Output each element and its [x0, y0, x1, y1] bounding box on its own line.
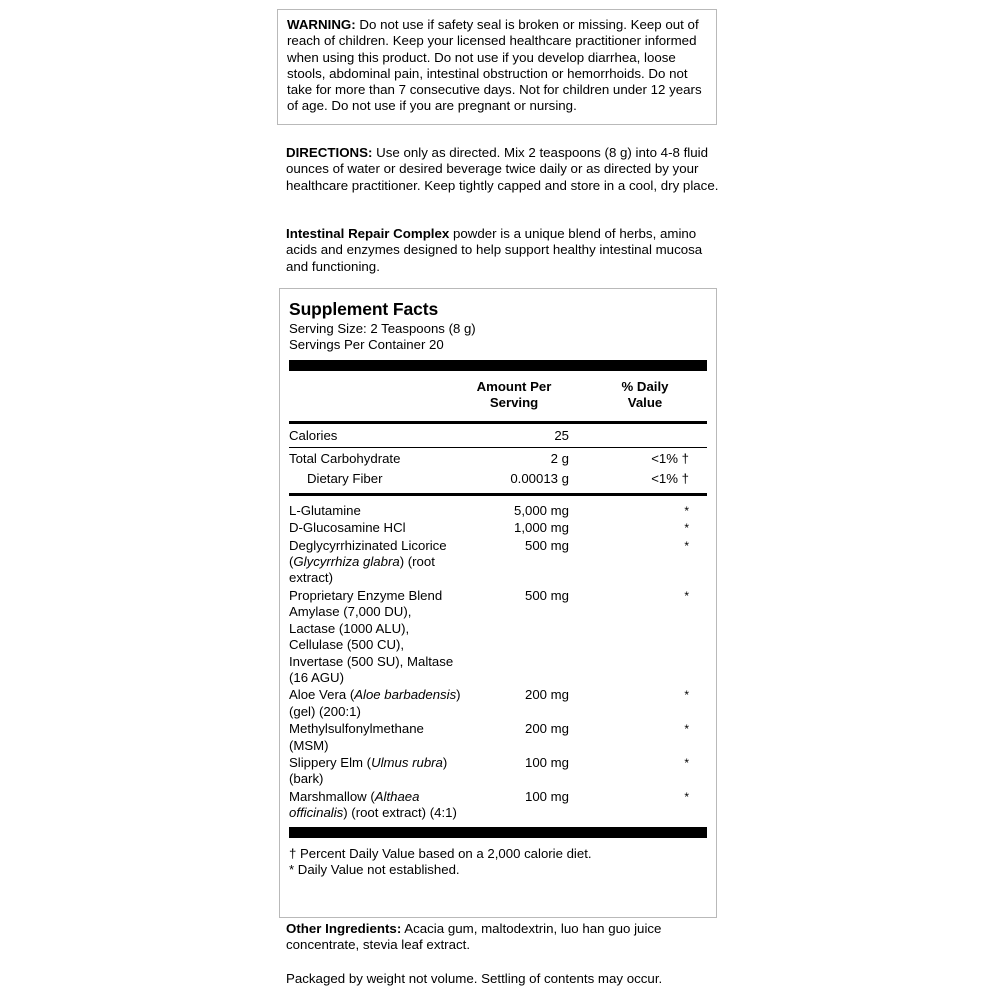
- other-ingredients-block: [286, 921, 722, 954]
- header-daily-value: [589, 379, 707, 412]
- ingredient-name: D-Glucosamine HCl: [289, 520, 406, 536]
- header-amount-line2: Serving: [489, 395, 539, 411]
- header-amount-per-serving: [439, 379, 589, 412]
- other-ingredients-label: Other Ingredients:: [286, 921, 402, 936]
- header-amount-line1: Amount Per: [476, 378, 552, 394]
- ingredient-dv: *: [684, 789, 689, 804]
- nutrient-amount: 0.00013 g: [510, 471, 569, 487]
- calories-row: [289, 424, 707, 447]
- ingredient-name: Methylsulfonylmethane (MSM): [289, 721, 424, 753]
- directions-body: Use only as directed. Mix 2 teaspoons (8 g) into 4-8 fluid ounces of water or desired beverage twice daily or as directed by your healthcare practitioner. Keep tightly capped and store in a cool, dry place.: [286, 145, 719, 193]
- table-row: [289, 721, 707, 755]
- warning-box: [277, 9, 717, 125]
- nutrient-dv: <1% †: [651, 451, 689, 467]
- warning-body: Do not use if safety seal is broken or missing. Keep out of reach of children. Keep your licensed healthcare practitioner informed when using this product. Do not use if you develop diarrhea, loose stools, abdominal pain, intestinal obstruction or hemorrhoids. Do not take for more than 7 consecutive days. Not for children under 12 years of age. Do not use if you are pregnant or nursing.: [287, 17, 702, 114]
- ingredient-name: L-Glutamine: [289, 502, 361, 518]
- nutrient-name: Dietary Fiber: [307, 471, 383, 487]
- ingredient-dv: *: [684, 538, 689, 553]
- ingredient-amount: 500 mg: [525, 537, 569, 553]
- table-row: [289, 468, 707, 488]
- table-row: [289, 448, 707, 468]
- ingredient-amount: 100 mg: [525, 788, 569, 804]
- nutrient-rows: [289, 448, 707, 489]
- ingredient-amount: 5,000 mg: [514, 502, 569, 518]
- nutrient-amount: 2 g: [550, 451, 569, 467]
- footer-separator-bar: [289, 827, 707, 838]
- ingredient-name: Marshmallow (Althaea officinalis) (root extract) (4:1): [289, 788, 457, 821]
- nutrient-name: Total Carbohydrate: [289, 451, 401, 467]
- table-row: [289, 588, 707, 687]
- footnote-dagger: † Percent Daily Value based on a 2,000 calorie diet.: [289, 845, 592, 861]
- ingredient-rows: [289, 496, 707, 823]
- ingredient-dv: *: [684, 755, 689, 770]
- servings-per-container: Servings Per Container 20: [289, 337, 444, 353]
- ingredient-name: Deglycyrrhizinated Licorice (Glycyrrhiza glabra) (root extract): [289, 537, 447, 586]
- product-description: [286, 226, 718, 275]
- nutrient-dv: <1% †: [651, 471, 689, 487]
- other-ingredients-body: Acacia gum, maltodextrin, luo han guo juice concentrate, stevia leaf extract.: [286, 921, 662, 953]
- header-dv-line1: % Daily: [621, 378, 669, 394]
- ingredient-name: Slippery Elm (Ulmus rubra) (bark): [289, 754, 448, 787]
- ingredient-amount: 500 mg: [525, 587, 569, 603]
- table-row: [289, 755, 707, 789]
- ingredient-dv: *: [684, 521, 689, 536]
- ingredient-amount: 200 mg: [525, 687, 569, 703]
- warning-text: [287, 17, 707, 115]
- directions-block: [286, 145, 722, 194]
- table-row: [289, 687, 707, 721]
- packaged-note: Packaged by weight not volume. Settling of contents may occur.: [286, 971, 663, 986]
- ingredient-name: Aloe Vera (Aloe barbadensis) (gel) (200:1): [289, 687, 461, 719]
- footnotes: [289, 838, 707, 879]
- ingredient-dv: *: [684, 503, 689, 518]
- serving-size: Serving Size: 2 Teaspoons (8 g): [289, 321, 476, 336]
- header-separator-bar: [289, 360, 707, 371]
- ingredient-dv: *: [684, 588, 689, 603]
- product-description-body: powder is a unique blend of herbs, amino acids and enzymes designed to help support healthy intestinal mucosa and functioning.: [286, 226, 703, 274]
- table-row: [289, 538, 707, 588]
- ingredient-amount: 1,000 mg: [514, 520, 569, 536]
- supplement-facts-title: Supplement Facts: [289, 299, 439, 319]
- supplement-facts-panel: [279, 288, 717, 918]
- calories-amount: 25: [554, 427, 569, 443]
- header-spacer: [289, 379, 439, 412]
- warning-label: WARNING:: [287, 17, 356, 32]
- ingredient-dv: *: [684, 688, 689, 703]
- table-row: [289, 520, 707, 537]
- ingredient-name: Proprietary Enzyme Blend Amylase (7,000 DU), Lactase (1000 ALU), Cellulase (500 CU), Invertase (500 SU), Maltase (16 AGU): [289, 587, 454, 685]
- calories-label: Calories: [289, 427, 338, 443]
- product-name: Intestinal Repair Complex: [286, 226, 450, 241]
- footnote-asterisk: * Daily Value not established.: [289, 861, 460, 877]
- header-dv-line2: Value: [627, 395, 663, 411]
- table-row: [289, 503, 707, 520]
- ingredient-amount: 100 mg: [525, 754, 569, 770]
- directions-label: DIRECTIONS:: [286, 145, 373, 160]
- ingredient-dv: *: [684, 722, 689, 737]
- table-row: [289, 789, 707, 823]
- ingredient-amount: 200 mg: [525, 721, 569, 737]
- column-headers: [289, 371, 707, 421]
